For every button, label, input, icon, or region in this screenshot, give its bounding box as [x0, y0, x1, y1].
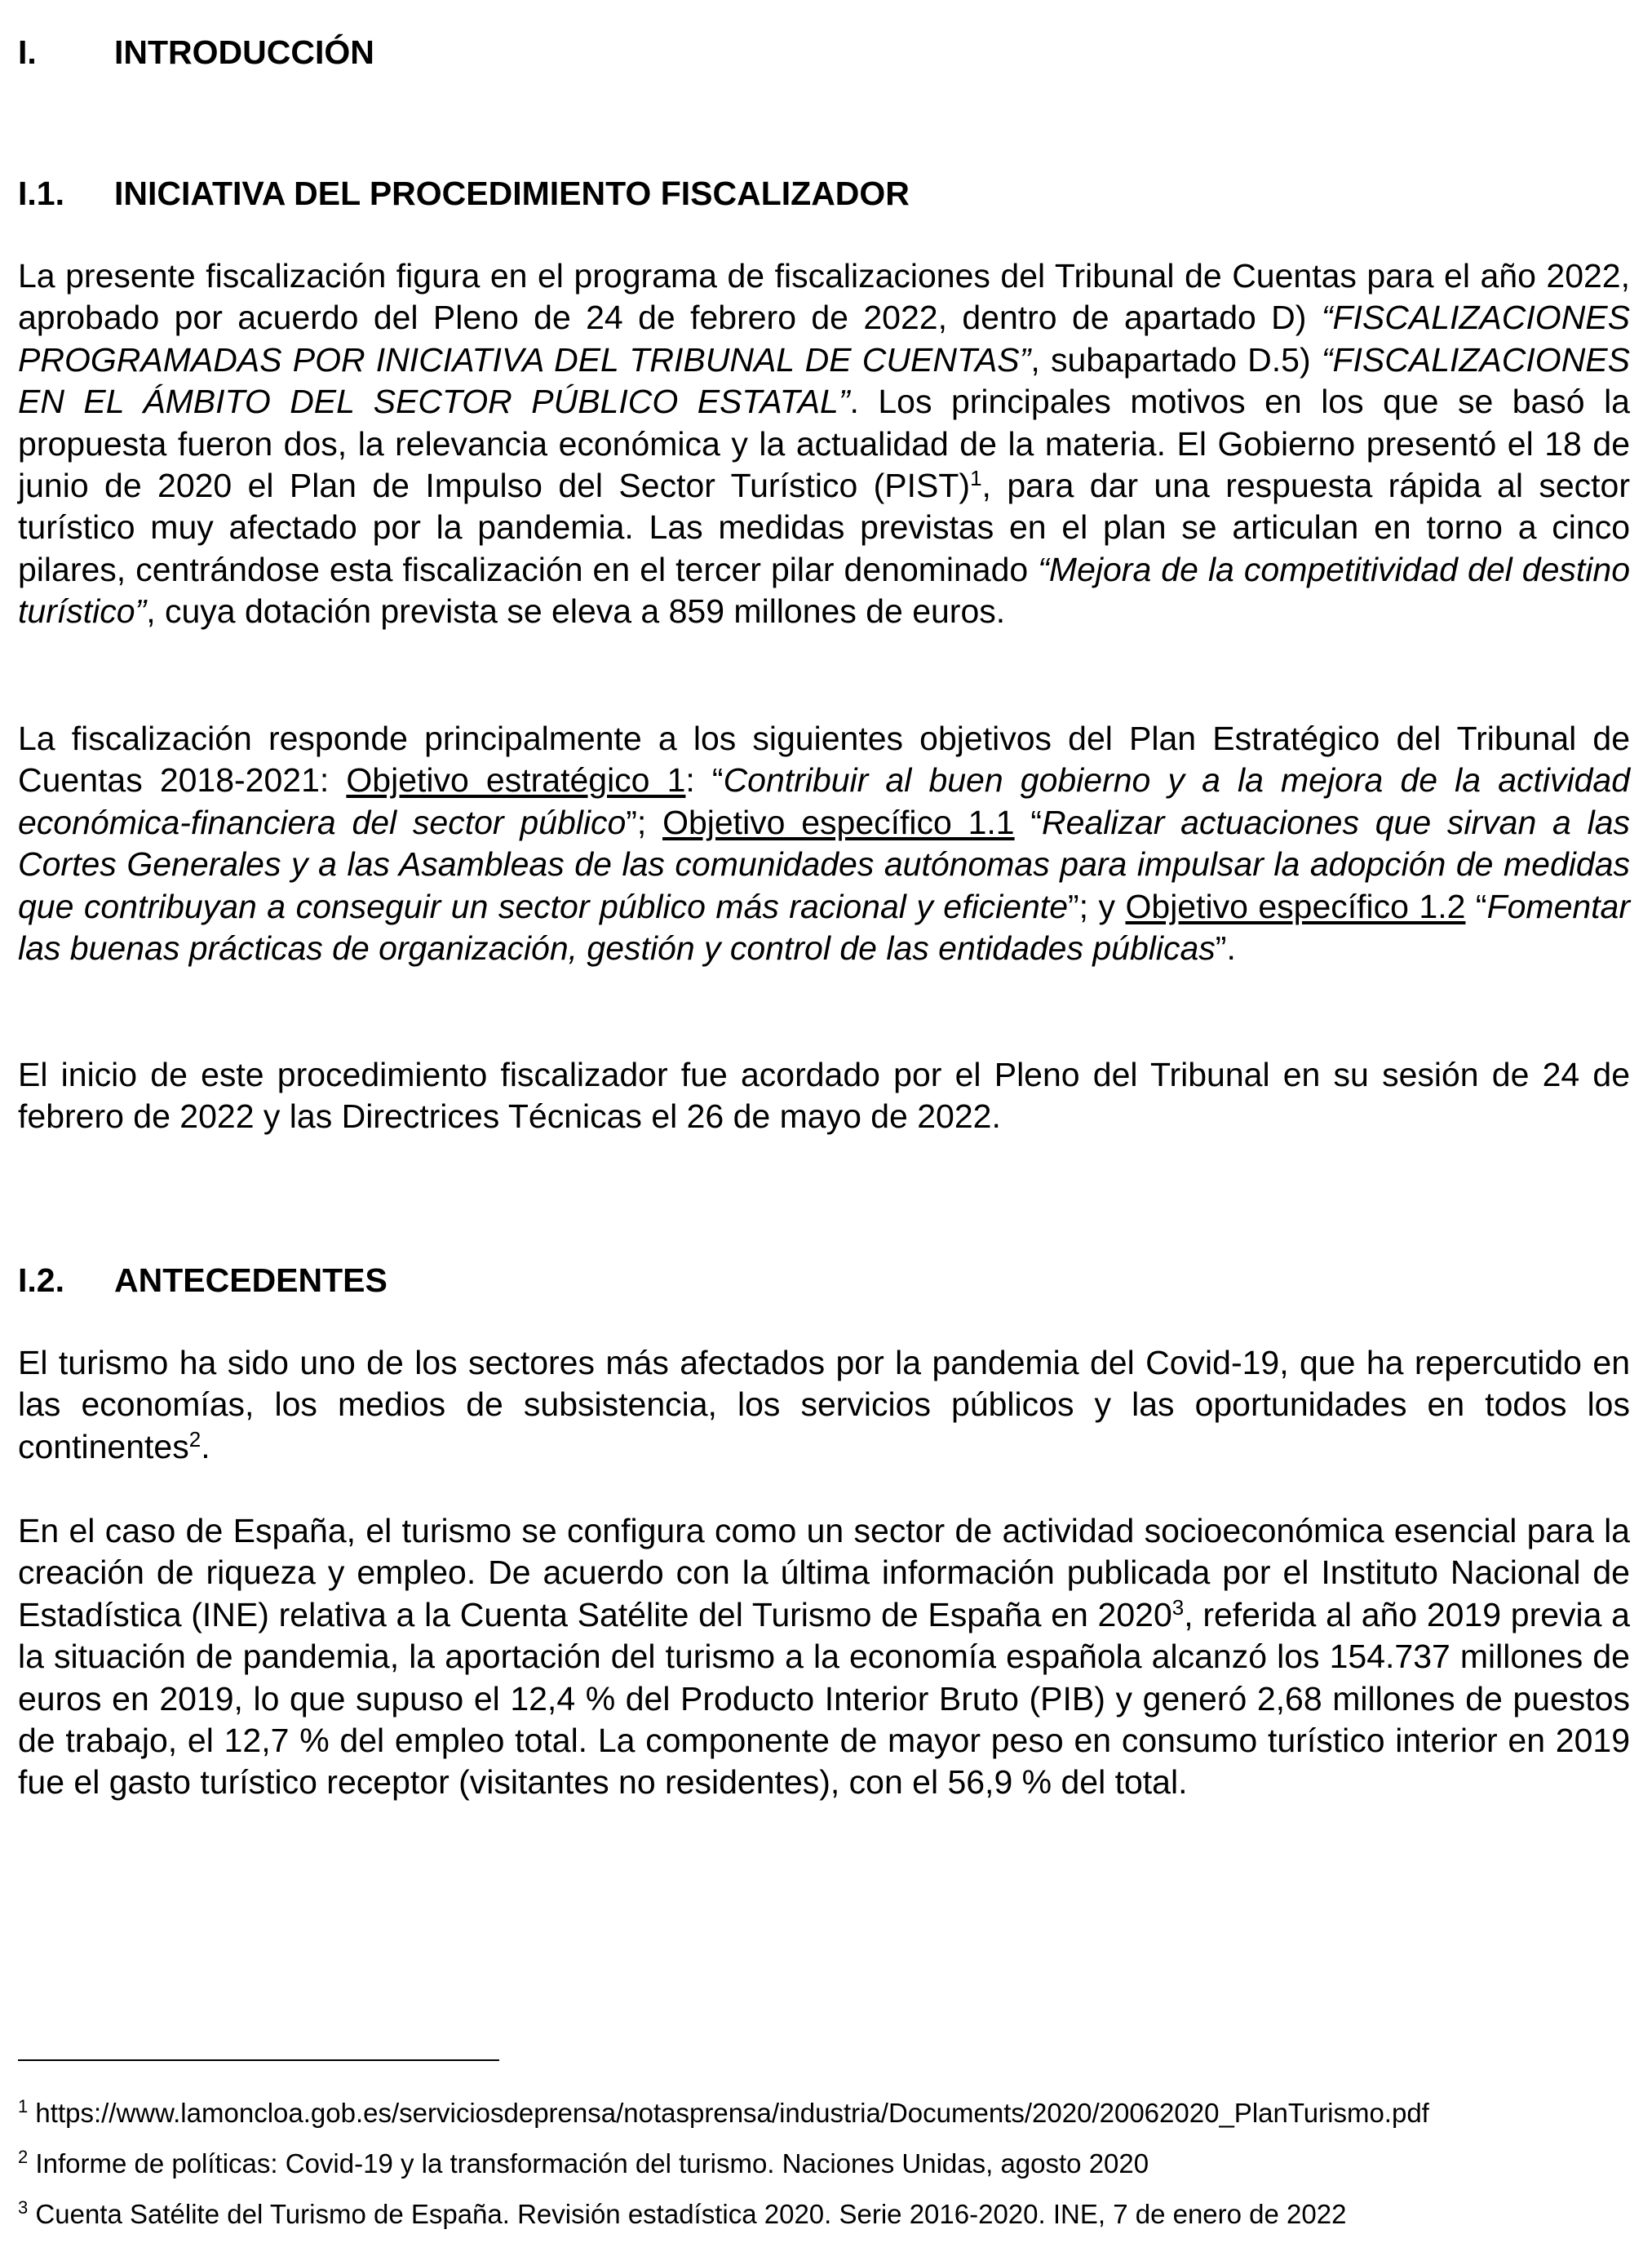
- text-run: , referida al año 2019 previa a la situación de pandemia, la aportación del turismo a la economía española alcanzó los 154.737 millones de euros en 2019, lo que supuso el 12,4 % del Producto Interior Bruto (PIB) y generó 2,68 millones de puestos de trabajo, el 12,7 % del empleo total. La componente de mayor peso en consumo turístico interior en 2019 fue el gasto turístico receptor (visitantes no residentes), con el 56,9 % del total.: [18, 1595, 1630, 1802]
- footnote-ref-1[interactable]: 1: [970, 466, 982, 491]
- paragraph-iniciativa-1: [18, 255, 1630, 633]
- text-run: El turismo ha sido uno de los sectores más afectados por la pandemia del Covid-19, que ha repercutido en las economías, los medios de subsistencia, los servicios públicos y las oportunidades en todos los continentes: [18, 1344, 1630, 1465]
- heading-antecedentes: [18, 1257, 388, 1303]
- text-run: . Los principales motivos en los que se basó la propuesta fueron dos, la relevancia económica y la actualidad de la materia. El Gobierno presentó el 18 de junio de 2020 el Plan de Impulso del Sector Turístico (PIST): [18, 383, 1630, 505]
- underlined-run: Objetivo específico 1.2: [1125, 887, 1466, 925]
- text-run: , subapartado D.5): [1030, 340, 1322, 379]
- footnote-ref-2[interactable]: 2: [188, 1426, 202, 1452]
- heading-title: INTRODUCCIÓN: [114, 33, 374, 71]
- italic-run: Realizar actuaciones que sirvan a las Cortes Generales y a las Asambleas de las comunidades autónomas para impulsar la adopción de medidas que contribuyan a conseguir un sector público más racional y eficiente: [18, 803, 1631, 925]
- footnote-text: Cuenta Satélite del Turismo de España. Revisión estadística 2020. Serie 2016-2020. INE, 7 de enero de 2022: [28, 2199, 1347, 2229]
- text-run: “: [1465, 887, 1487, 925]
- italic-run: “Mejora de la competitividad del destino turístico”: [18, 550, 1630, 631]
- italic-run: Contribuir al buen gobierno y a la mejora de la actividad económica-financiera del sector público: [18, 761, 1631, 841]
- text-run: La presente fiscalización figura en el programa de fiscalizaciones del Tribunal de Cuentas para el año 2022, aprobado por acuerdo del Pleno de 24 de febrero de 2022, dentro de apartado D): [18, 257, 1630, 337]
- heading-introduccion: [18, 29, 374, 75]
- text-run: , para dar una respuesta rápida al sector turístico muy afectado por la pandemia. Las medidas previstas en el plan se articulan en torno a cinco pilares, centrándose esta fiscalización en el tercer pilar denominado: [18, 467, 1630, 588]
- text-run: ”;: [626, 803, 663, 841]
- section-number: I.2.: [18, 1261, 64, 1299]
- text-run: ”; y: [1068, 887, 1126, 925]
- text-run: .: [201, 1427, 210, 1465]
- footnote-mark: 2: [18, 2147, 29, 2167]
- text-run: : “: [685, 761, 724, 800]
- heading-number: I.: [18, 33, 37, 71]
- underlined-run: Objetivo estratégico 1: [346, 761, 686, 800]
- section-title: ANTECEDENTES: [114, 1261, 388, 1299]
- footnote-ref-3[interactable]: 3: [1171, 1594, 1185, 1620]
- footnote-mark: 1: [18, 2096, 29, 2117]
- paragraph-iniciativa-2: [18, 718, 1630, 969]
- footnote-text: Informe de políticas: Covid-19 y la transformación del turismo. Naciones Unidas, agosto 2020: [28, 2148, 1149, 2179]
- text-run: , cuya dotación prevista se eleva a 859 millones de euros.: [146, 592, 1006, 631]
- text-run: “: [1014, 803, 1043, 841]
- footnote-mark: 3: [18, 2197, 29, 2218]
- footnote-1: [18, 2095, 1641, 2131]
- paragraph-antecedentes-2: [18, 1510, 1630, 1804]
- heading-iniciativa: [18, 171, 910, 216]
- footnote-2: [18, 2146, 1641, 2182]
- underlined-run: Objetivo específico 1.1: [662, 803, 1015, 841]
- italic-run: “FISCALIZACIONES PROGRAMADAS POR INICIATIVA DEL TRIBUNAL DE CUENTAS”: [18, 299, 1630, 379]
- section-number: I.1.: [18, 175, 64, 212]
- italic-run: Fomentar las buenas prácticas de organización, gestión y control de las entidades públicas: [18, 887, 1631, 968]
- text-run: En el caso de España, el turismo se configura como un sector de actividad socioeconómica esencial para la creación de riqueza y empleo. De acuerdo con la última información publicada por el Instituto Nacional de Estadística (INE) relativa a la Cuenta Satélite del Turismo de España en 2020: [18, 1512, 1630, 1633]
- section-title: INICIATIVA DEL PROCEDIMIENTO FISCALIZADOR: [114, 175, 910, 212]
- footnote-3: [18, 2196, 1641, 2232]
- paragraph-antecedentes-1: [18, 1342, 1630, 1468]
- footnote-separator: [18, 2059, 499, 2061]
- text-run: La fiscalización responde principalmente a los siguientes objetivos del Plan Estratégico del Tribunal de Cuentas 2018-2021:: [18, 720, 1630, 800]
- text-run: ”.: [1215, 929, 1236, 968]
- paragraph-iniciativa-3: El inicio de este procedimiento fiscalizador fue acordado por el Pleno del Tribunal en su sesión de 24 de febrero de 2022 y las Directrices Técnicas el 26 de mayo de 2022.: [18, 1056, 1630, 1136]
- italic-run: “FISCALIZACIONES EN EL ÁMBITO DEL SECTOR PÚBLICO ESTATAL”: [18, 340, 1630, 421]
- footnote-link[interactable]: https://www.lamoncloa.gob.es/serviciosdeprensa/notasprensa/industria/Documents/2020/20062020_PlanTurismo.pdf: [28, 2098, 1429, 2128]
